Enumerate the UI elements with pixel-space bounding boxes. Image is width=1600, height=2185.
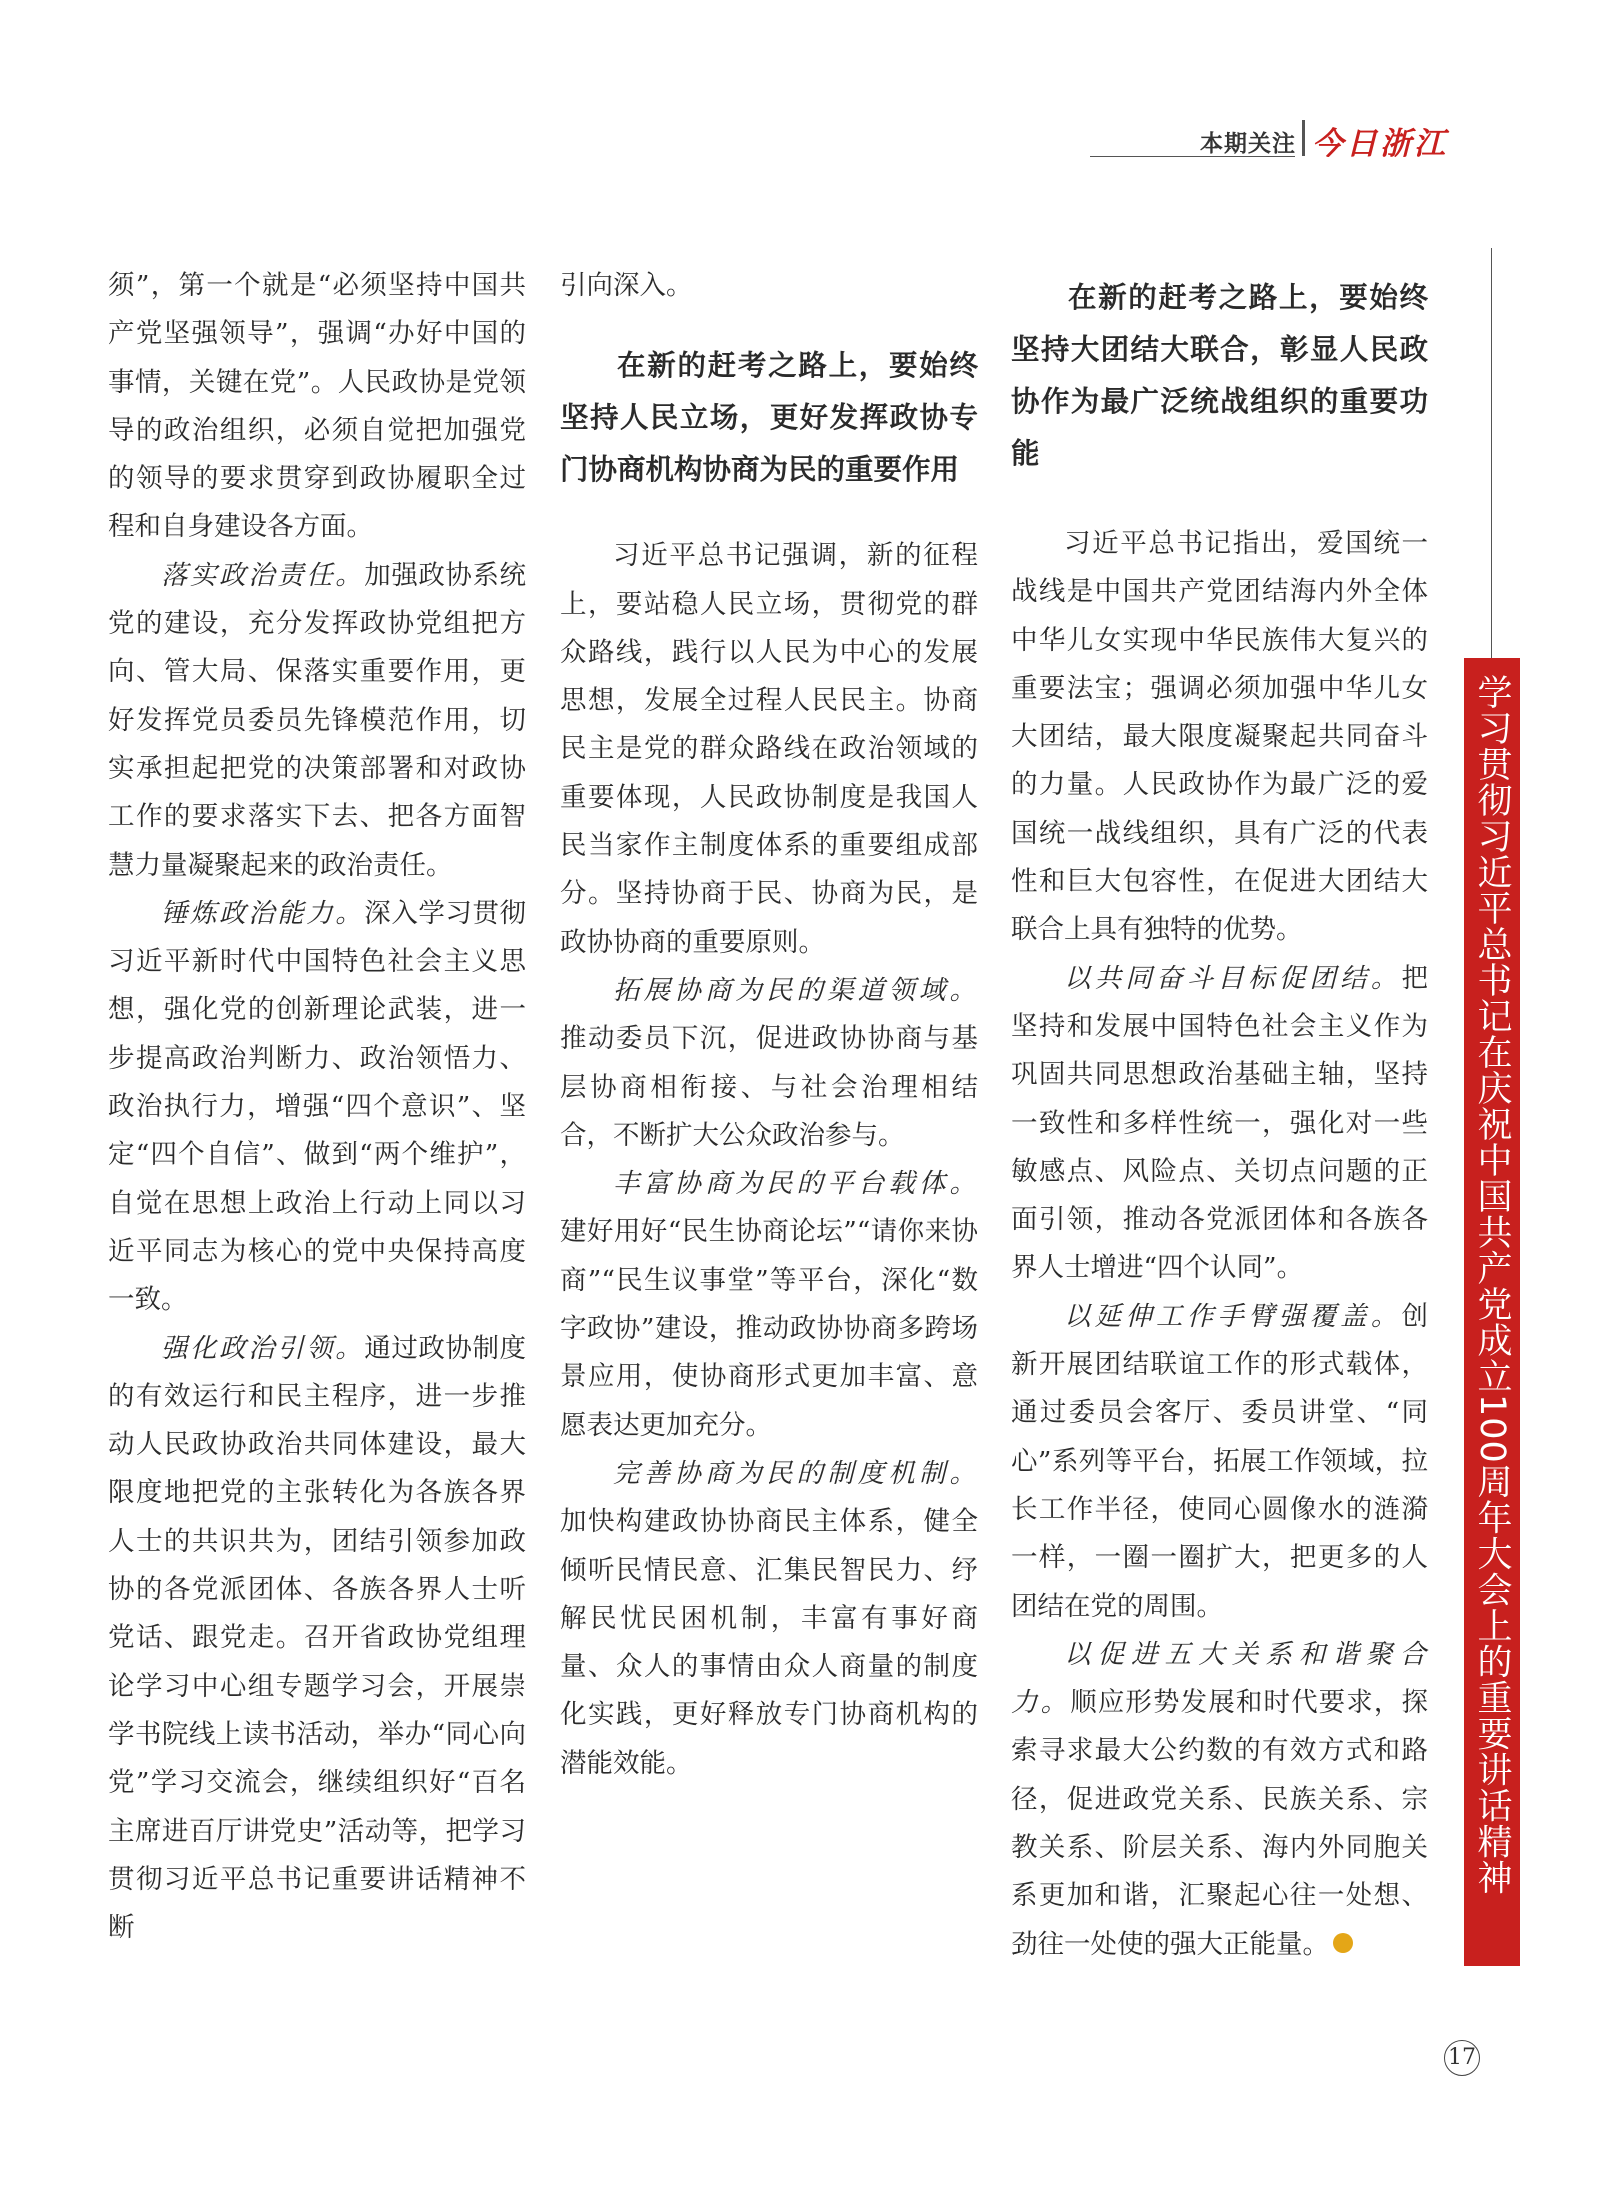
paragraph: 以促进五大关系和谐聚合力。顺应形势发展和时代要求，探索寻求最大公约数的有效方式和路径，促进政党关系、民族关系、宗教关系、阶层关系、海内外同胞关系更加和谐，汇聚起心往一处想、劲往一处使的强大正能量。 bbox=[1011, 1638, 1429, 1960]
paragraph-lead: 丰富协商为民的平台载体。 bbox=[613, 1168, 978, 1200]
page-header bbox=[1090, 118, 1448, 162]
paragraph: 锤炼政治能力。深入学习贯彻习近平新时代中国特色社会主义思想，强化党的创新理论武装，进一步提高政治判断力、政治领悟力、政治执行力，增强“四个意识”、坚定“四个自信”、做到“两个维护”，自觉在思想上政治上行动上同以习近平同志为核心的党中央保持高度一致。 bbox=[108, 897, 527, 1316]
paragraph-lead: 拓展协商为民的渠道领域。 bbox=[613, 974, 978, 1006]
paragraph-lead: 以促进五大关系和谐聚合力。 bbox=[1011, 1638, 1428, 1719]
side-topic-text: 学习贯彻习近平总书记在庆祝中国共产党成立100周年大会上的重要讲话精神 bbox=[1472, 674, 1512, 1896]
end-of-article-icon bbox=[1333, 1933, 1353, 1953]
paragraph-lead: 落实政治责任。 bbox=[161, 559, 365, 591]
column-2 bbox=[560, 262, 978, 1788]
paragraph: 落实政治责任。加强政协系统党的建设，充分发挥政协党组把方向、管大局、保落实重要作用，更好发挥党员委员先锋模范作用，切实承担起把党的决策部署和对政协工作的要求落实下去、把各方面智慧力量凝聚起来的政治责任。 bbox=[108, 559, 527, 881]
paragraph: 引向深入。 bbox=[560, 270, 693, 301]
magazine-logo: 今日浙江 bbox=[1312, 126, 1448, 162]
paragraph: 习近平总书记指出，爱国统一战线是中国共产党团结海内外全体中华儿女实现中华民族伟大复兴的重要法宝；强调必须加强中华儿女大团结，最大限度凝聚起共同奋斗的力量。人民政协作为最广泛的爱国统一战线组织，具有广泛的代表性和巨大包容性，在促进大团结大联合上具有独特的优势。 bbox=[1011, 528, 1428, 946]
paragraph-lead: 锤炼政治能力。 bbox=[161, 897, 365, 929]
paragraph: 丰富协商为民的平台载体。建好用好“民生协商论坛”“请你来协商”“民生议事堂”等平台，深化“数字政协”建设，推动政协协商多跨场景应用，使协商形式更加丰富、意愿表达更加充分。 bbox=[560, 1168, 978, 1441]
paragraph: 完善协商为民的制度机制。加快构建政协协商民主体系，健全倾听民情民意、汇集民智民力、纾解民忧民困机制，丰富有事好商量、众人的事情由众人商量的制度化实践，更好释放专门协商机构的潜能效能。 bbox=[560, 1457, 978, 1779]
paragraph: 习近平总书记强调，新的征程上，要站稳人民立场，贯彻党的群众路线，践行以人民为中心的发展思想，发展全过程人民民主。协商民主是党的群众路线在政治领域的重要体现，人民政协制度是我国人民当家作主制度体系的重要组成部分。坚持协商于民、协商为民，是政协协商的重要原则。 bbox=[560, 540, 978, 958]
column-1 bbox=[108, 262, 526, 1952]
paragraph: 须”，第一个就是“必须坚持中国共产党坚强领导”，强调“办好中国的事情，关键在党”。人民政协是党领导的政治组织，必须自觉把加强党的领导的要求贯穿到政协履职全过程和自身建设各方面。 bbox=[108, 270, 526, 543]
paragraph-lead: 完善协商为民的制度机制。 bbox=[613, 1457, 978, 1489]
paragraph: 以共同奋斗目标促团结。把坚持和发展中国特色社会主义作为巩固共同思想政治基础主轴，坚持一致性和多样性统一，强化对一些敏感点、风险点、关切点问题的正面引领，推动各党派团体和各族各界人士增进“四个认同”。 bbox=[1011, 962, 1428, 1284]
paragraph: 强化政治引领。通过政协制度的有效运行和民主程序，进一步推动人民政协政治共同体建设，最大限度地把党的主张转化为各族各界人士的共识共为，团结引领参加政协的各党派团体、各族各界人士听党话、跟党走。召开省政协党组理论学习中心组专题学习会，开展崇学书院线上读书活动，举办“同心向党”学习交流会，继续组织好“百名主席进百厅讲党史”活动等，把学习贯彻习近平总书记重要讲话精神不断 bbox=[108, 1332, 527, 1944]
section-heading: 在新的赶考之路上，要始终坚持大团结大联合，彰显人民政协作为最广泛统战组织的重要功能 bbox=[1011, 281, 1428, 470]
paragraph: 拓展协商为民的渠道领域。推动委员下沉，促进政协协商与基层协商相衔接、与社会治理相结合，不断扩大公众政治参与。 bbox=[560, 974, 978, 1151]
paragraph-lead: 以延伸工作手臂强覆盖。 bbox=[1064, 1300, 1402, 1332]
header-separator bbox=[1302, 120, 1305, 156]
paragraph: 以延伸工作手臂强覆盖。创新开展团结联谊工作的形式载体，通过委员会客厅、委员讲堂、“同心”系列等平台，拓展工作领域，拉长工作半径，使同心圆像水的涟漪一样，一圈一圈扩大，把更多的人团结在党的周围。 bbox=[1011, 1300, 1428, 1622]
paragraph-lead: 以共同奋斗目标促团结。 bbox=[1064, 962, 1402, 994]
page-number: 17 bbox=[1444, 2040, 1480, 2076]
column-3 bbox=[1011, 262, 1428, 1969]
paragraph-lead: 强化政治引领。 bbox=[161, 1332, 365, 1364]
side-topic-banner bbox=[1464, 658, 1520, 1966]
column-rule bbox=[1491, 248, 1492, 658]
section-label: 本期关注 bbox=[1200, 131, 1296, 157]
section-heading: 在新的赶考之路上，要始终坚持人民立场，更好发挥政协专门协商机构协商为民的重要作用 bbox=[560, 349, 978, 487]
